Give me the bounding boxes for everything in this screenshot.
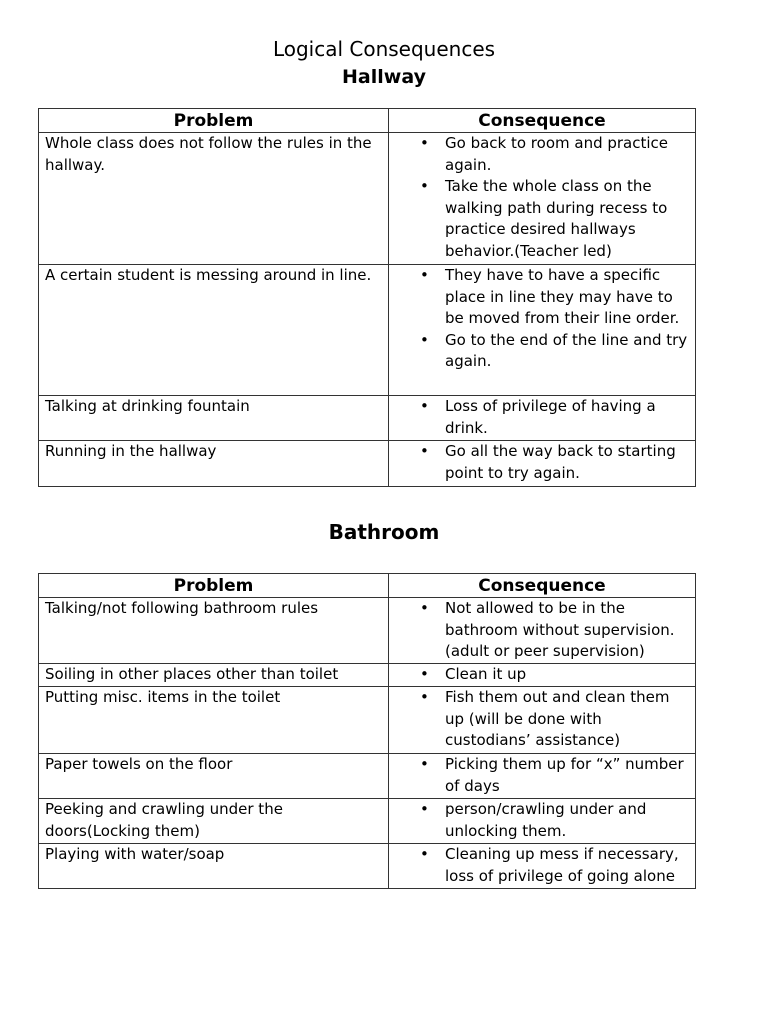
problem-column-header: Problem: [39, 109, 389, 133]
table-header-row: [39, 109, 696, 133]
table-row: [39, 441, 696, 487]
consequence-list: [395, 664, 691, 686]
consequence-list: [395, 687, 691, 752]
consequence-list: [395, 441, 691, 484]
consequence-list: [395, 598, 691, 663]
consequence-column-header: Consequence: [389, 109, 696, 133]
consequence-list: [395, 265, 691, 373]
consequence-list: [395, 133, 691, 262]
hallway-table: [38, 108, 696, 487]
consequence-item: • Go all the way back to starting point to try again.: [445, 441, 691, 484]
consequence-item: • Clean it up: [445, 664, 691, 686]
consequence-cell: [389, 844, 696, 889]
consequence-item: • Loss of privilege of having a drink.: [445, 396, 691, 439]
consequence-item: • person/crawling under and unlocking them.: [445, 799, 691, 842]
table-row: [39, 598, 696, 664]
consequence-cell: [389, 396, 696, 441]
consequence-list: [395, 844, 691, 887]
consequence-column-header: Consequence: [389, 574, 696, 598]
consequence-item: • Cleaning up mess if necessary, loss of privilege of going alone: [445, 844, 691, 887]
consequence-cell: [389, 687, 696, 754]
problem-column-header: Problem: [39, 574, 389, 598]
consequence-list: [395, 396, 691, 439]
consequence-cell: [389, 799, 696, 844]
table-row: [39, 754, 696, 799]
consequence-item: • Not allowed to be in the bathroom without supervision. (adult or peer supervision): [445, 598, 691, 663]
problem-cell: Running in the hallway: [39, 441, 389, 487]
consequence-item: • Picking them up for “x” number of days: [445, 754, 691, 797]
table-row: [39, 799, 696, 844]
document-title: Logical Consequences: [272, 37, 496, 61]
table-row: [39, 133, 696, 265]
bathroom-heading: Bathroom: [328, 520, 440, 544]
problem-cell: Soiling in other places other than toilet: [39, 664, 389, 687]
table-header-row: [39, 574, 696, 598]
table-row: [39, 844, 696, 889]
consequence-item: • Fish them out and clean them up (will be done with custodians’ assistance): [445, 687, 691, 752]
consequence-cell: [389, 265, 696, 396]
consequence-item: • Go back to room and practice again.: [445, 133, 691, 176]
table-row: [39, 265, 696, 396]
problem-cell: A certain student is messing around in line.: [39, 265, 389, 396]
consequence-cell: [389, 441, 696, 487]
hallway-heading: Hallway: [342, 66, 426, 88]
table-row: [39, 687, 696, 754]
problem-cell: Playing with water/soap: [39, 844, 389, 889]
table-row: [39, 396, 696, 441]
consequence-item: • They have to have a specific place in line they may have to be moved from their line order.: [445, 265, 691, 330]
problem-cell: Talking at drinking fountain: [39, 396, 389, 441]
problem-cell: Whole class does not follow the rules in the hallway.: [39, 133, 389, 265]
problem-cell: Peeking and crawling under the doors(Locking them): [39, 799, 389, 844]
consequence-cell: [389, 598, 696, 664]
consequence-list: [395, 754, 691, 797]
problem-cell: Putting misc. items in the toilet: [39, 687, 389, 754]
consequence-item: • Go to the end of the line and try again.: [445, 330, 691, 373]
problem-cell: Paper towels on the floor: [39, 754, 389, 799]
problem-cell: Talking/not following bathroom rules: [39, 598, 389, 664]
table-row: [39, 664, 696, 687]
consequence-cell: [389, 664, 696, 687]
consequence-list: [395, 799, 691, 842]
bathroom-table: [38, 573, 696, 889]
consequence-cell: [389, 133, 696, 265]
consequence-cell: [389, 754, 696, 799]
consequence-item: • Take the whole class on the walking path during recess to practice desired hallways behavior.(Teacher led): [445, 176, 691, 262]
